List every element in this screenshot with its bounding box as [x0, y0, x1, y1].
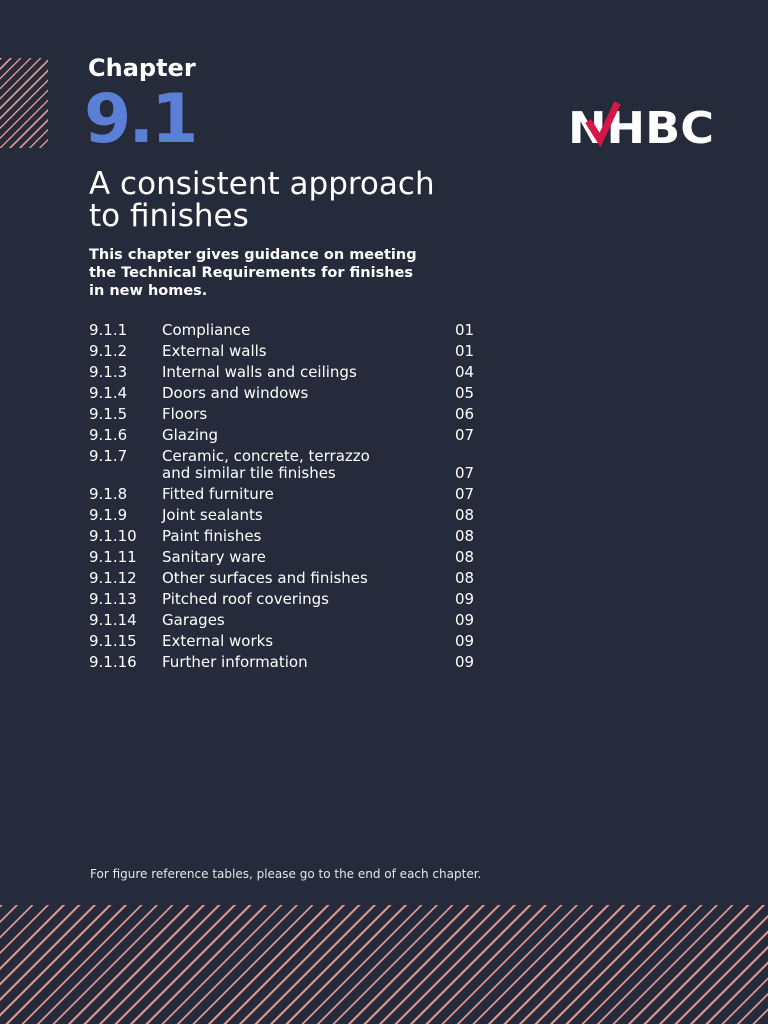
toc-title: External works: [162, 632, 274, 650]
toc-title: Glazing: [162, 426, 219, 444]
intro-line-1: This chapter gives guidance on meeting: [89, 247, 417, 263]
decorative-stripes-top: [0, 58, 48, 148]
toc-row[interactable]: [89, 383, 489, 404]
toc-number: 9.1.2: [89, 342, 128, 360]
toc-page: 08: [455, 548, 475, 566]
toc-title: External walls: [162, 342, 267, 360]
toc-row[interactable]: [89, 341, 489, 362]
toc-number: 9.1.12: [89, 569, 137, 587]
toc-number: 9.1.9: [89, 506, 128, 524]
toc-page: 01: [455, 342, 475, 360]
toc-row[interactable]: [89, 425, 489, 446]
toc-number: 9.1.13: [89, 590, 137, 608]
toc-title: Joint sealants: [162, 506, 263, 524]
toc-row[interactable]: [89, 631, 489, 652]
toc-title: Doors and windows: [162, 384, 309, 402]
toc-row[interactable]: [89, 526, 489, 547]
toc-page: 05: [455, 384, 475, 402]
toc-title-line-2: and similar tile finishes: [162, 464, 336, 482]
toc-page: 09: [455, 611, 475, 629]
toc-number: 9.1.8: [89, 485, 128, 503]
toc-page: 06: [455, 405, 475, 423]
toc-row[interactable]: [89, 652, 489, 673]
toc-page: 04: [455, 363, 475, 381]
toc-number: 9.1.7: [89, 447, 128, 465]
intro-line-2: the Technical Requirements for finishes: [89, 265, 414, 281]
toc-number: 9.1.1: [89, 321, 128, 339]
toc-title: Floors: [162, 405, 208, 423]
toc-row[interactable]: [89, 446, 489, 484]
table-of-contents: [89, 320, 489, 673]
page-title: [89, 168, 509, 232]
toc-number: 9.1.3: [89, 363, 128, 381]
intro-line-3: in new homes.: [89, 283, 208, 299]
toc-title: Fitted furniture: [162, 485, 274, 503]
title-line-2: to finishes: [89, 198, 249, 234]
toc-page: 08: [455, 569, 475, 587]
chapter-number: 9.1: [84, 80, 196, 159]
toc-page: 08: [455, 527, 475, 545]
nhbc-logo: [568, 100, 718, 150]
toc-page: 09: [455, 590, 475, 608]
toc-page: 07: [455, 426, 475, 444]
toc-number: 9.1.10: [89, 527, 137, 545]
toc-row[interactable]: [89, 505, 489, 526]
toc-row[interactable]: [89, 484, 489, 505]
toc-title: Further information: [162, 653, 308, 671]
toc-title: Pitched roof coverings: [162, 590, 329, 608]
intro-text: [89, 246, 419, 300]
toc-page: 01: [455, 321, 475, 339]
toc-row[interactable]: [89, 610, 489, 631]
toc-page: 09: [455, 653, 475, 671]
toc-page: 07: [455, 485, 475, 503]
toc-page: 09: [455, 632, 475, 650]
toc-row[interactable]: [89, 568, 489, 589]
toc-page: 08: [455, 506, 475, 524]
toc-row[interactable]: [89, 320, 489, 341]
toc-title: Garages: [162, 611, 225, 629]
toc-number: 9.1.16: [89, 653, 137, 671]
toc-title: Sanitary ware: [162, 548, 266, 566]
toc-title: Paint finishes: [162, 527, 262, 545]
toc-row[interactable]: [89, 362, 489, 383]
toc-number: 9.1.15: [89, 632, 137, 650]
toc-title: Other surfaces and finishes: [162, 569, 368, 587]
toc-title: Internal walls and ceilings: [162, 363, 357, 381]
toc-title: Compliance: [162, 321, 251, 339]
toc-number: 9.1.4: [89, 384, 128, 402]
toc-title-line-1: Ceramic, concrete, terrazzo: [162, 447, 370, 465]
toc-row[interactable]: [89, 547, 489, 568]
chapter-label: Chapter: [88, 54, 196, 82]
toc-row[interactable]: [89, 589, 489, 610]
toc-page: 07: [455, 464, 475, 482]
toc-number: 9.1.6: [89, 426, 128, 444]
toc-title: [162, 446, 412, 482]
toc-number: 9.1.14: [89, 611, 137, 629]
toc-number: 9.1.11: [89, 548, 137, 566]
toc-row[interactable]: [89, 404, 489, 425]
logo-text: NHBC: [568, 103, 714, 150]
decorative-stripes-bottom: [0, 905, 768, 1024]
title-line-1: A consistent approach: [89, 166, 435, 202]
footnote: For figure reference tables, please go to the end of each chapter.: [90, 867, 482, 881]
toc-number: 9.1.5: [89, 405, 128, 423]
